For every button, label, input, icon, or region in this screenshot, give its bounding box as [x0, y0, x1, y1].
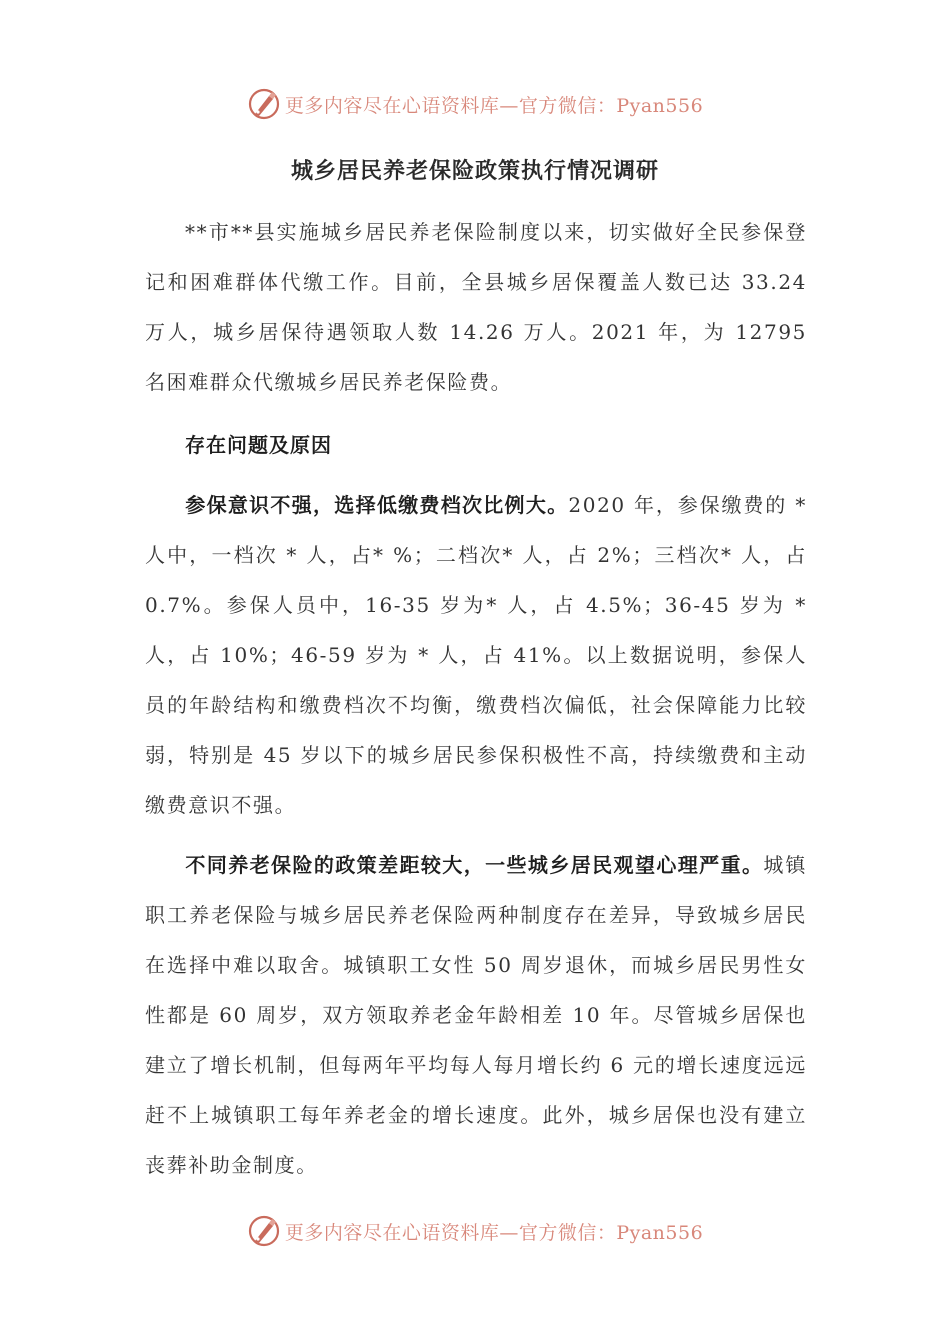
issue1-heading: 参保意识不强，选择低缴费档次比例大。: [185, 493, 569, 517]
issue1-paragraph: [145, 480, 807, 830]
pen-nib-logo-icon: [247, 1214, 281, 1248]
intro-text: **市**县实施城乡居民养老保险制度以来，切实做好全民参保登记和困难群体代缴工作。目前，全县城乡居保覆盖人数已达 33.24 万人，城乡居保待遇领取人数 14.26 万人。2021 年，为 12795 名困难群众代缴城乡居民养老保险费。: [145, 220, 807, 394]
issue2-heading: 不同养老保险的政策差距较大，一些城乡居民观望心理严重。: [185, 853, 764, 877]
intro-paragraph: [145, 207, 807, 407]
section-heading: 存在问题及原因: [185, 433, 332, 457]
issue1-body: 2020 年，参保缴费的 * 人中，一档次 * 人，占* %；二档次* 人，占 2%；三档次* 人，占 0.7%。参保人员中，16-35 岁为* 人，占 4.5%；36-45 岁为 * 人，占 10%；46-59 岁为 * 人，占 41%。以上数据说明，参保人员的年龄结构和缴费档次不均衡，缴费档次偏低，社会保障能力比较弱，特别是 45 岁以下的城乡居民参保积极性不高，持续缴费和主动缴费意识不强。: [145, 493, 808, 817]
issue2-body: 城镇职工养老保险与城乡居民养老保险两种制度存在差异，导致城乡居民在选择中难以取舍。城镇职工女性 50 周岁退休，而城乡居民男性女性都是 60 周岁，双方领取养老金年龄相差 10 年。尽管城乡居保也建立了增长机制，但每两年平均每人每月增长约 6 元的增长速度远远赶不上城镇职工每年养老金的增长速度。此外，城乡居保也没有建立丧葬补助金制度。: [145, 853, 807, 1177]
header-watermark: [0, 84, 950, 124]
issue2-paragraph: [145, 840, 807, 1190]
document-title: 城乡居民养老保险政策执行情况调研: [290, 159, 659, 184]
pen-nib-logo-icon: [247, 87, 281, 121]
watermark-text: 更多内容尽在心语资料库—官方微信：Pyan556: [284, 1221, 704, 1244]
footer-watermark: [0, 1211, 950, 1251]
watermark-text: 更多内容尽在心语资料库—官方微信：Pyan556: [284, 94, 704, 117]
